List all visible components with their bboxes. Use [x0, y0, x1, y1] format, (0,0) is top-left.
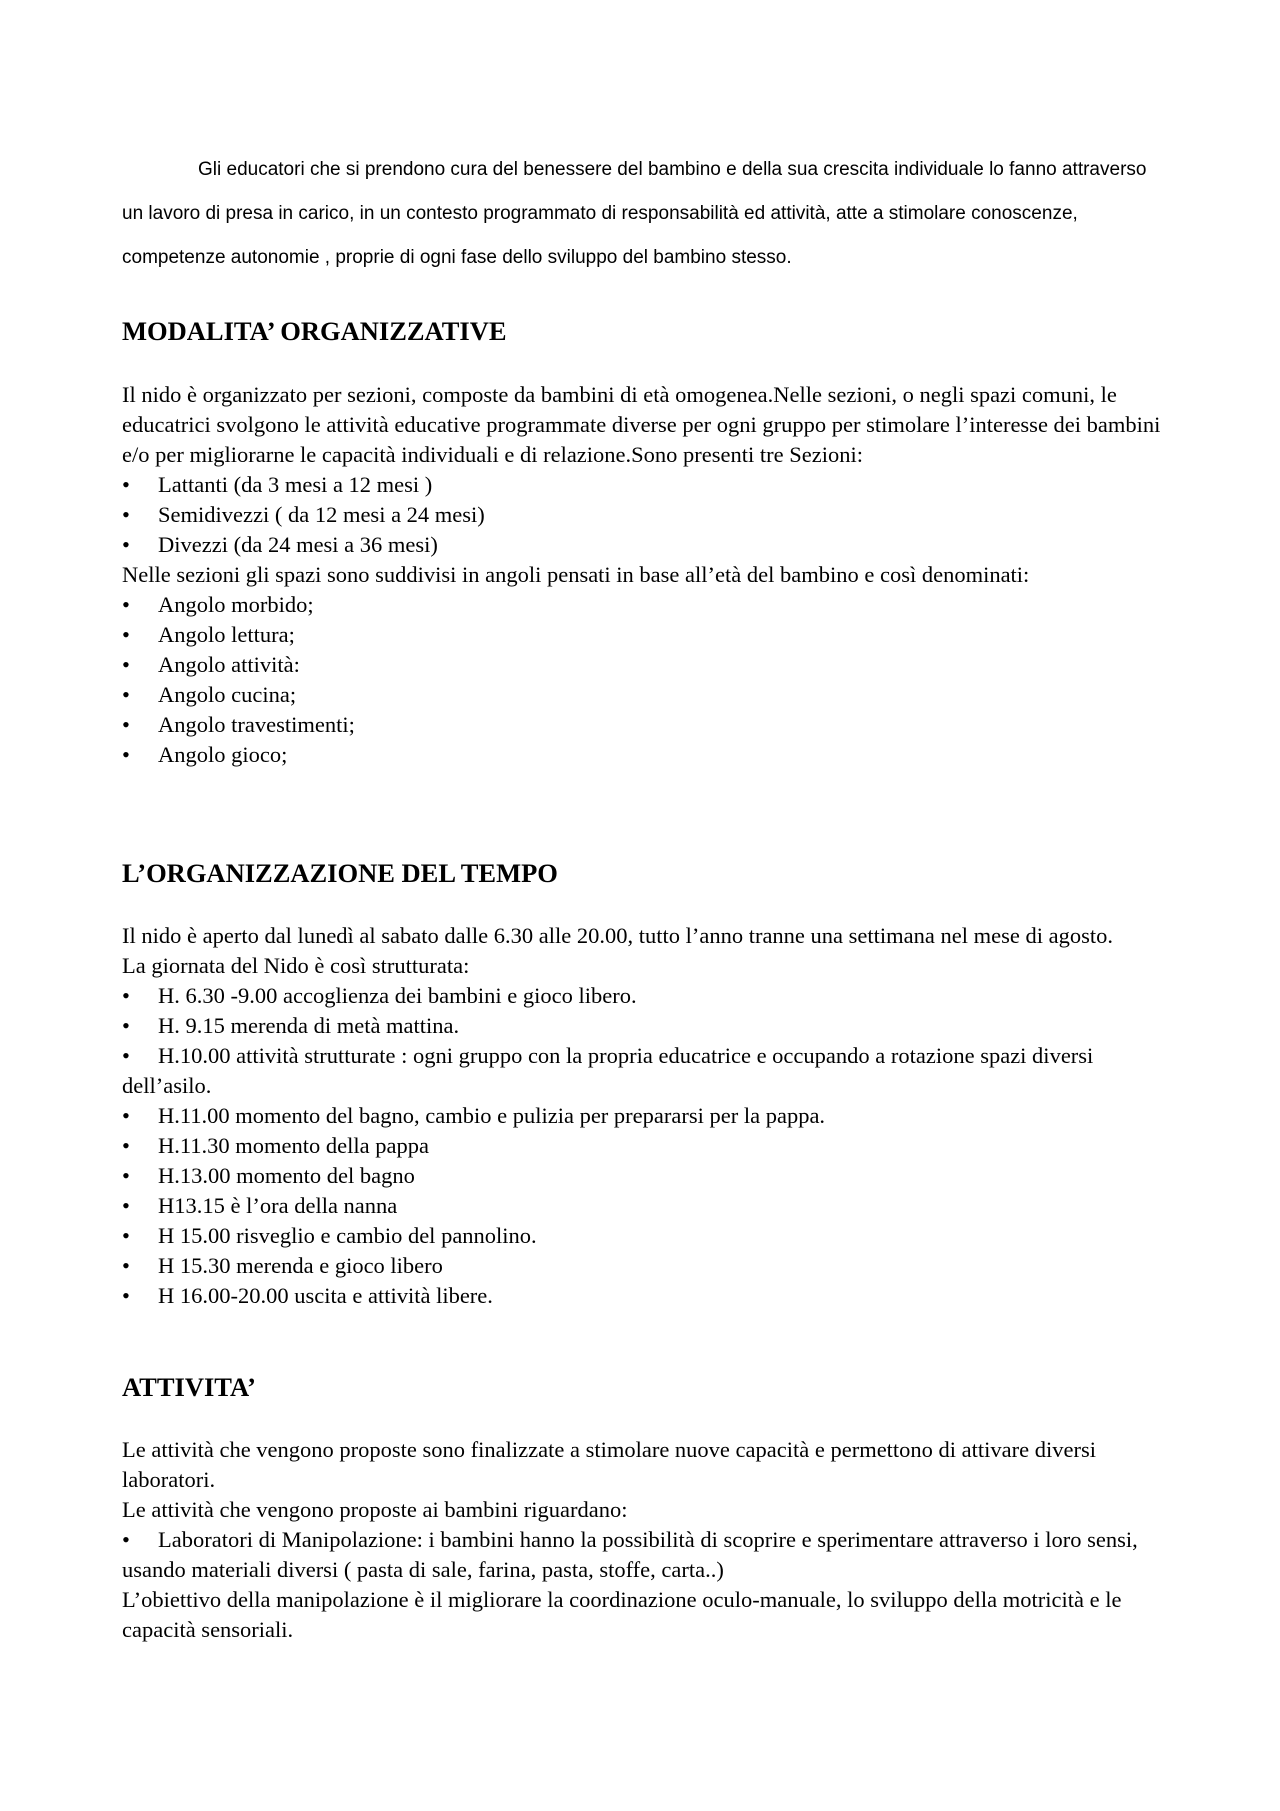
list-item: • Laboratori di Manipolazione: i bambini hanno la possibilità di scoprire e sperimentare attraverso i loro sensi, usando materiali diversi ( pasta di sale, farina, pasta, stoffe, carta..) [122, 1527, 1138, 1582]
heading-modalita-organizzative: MODALITA’ ORGANIZZATIVE [122, 316, 507, 346]
list-item: • H13.15 è l’ora della nanna [122, 1191, 1172, 1221]
obiettivo-paragraph: L’obiettivo della manipolazione è il migliorare la coordinazione oculo-manuale, lo sviluppo della motricità e le capacità sensoriali. [122, 1587, 1122, 1642]
list-item: • H 16.00-20.00 uscita e attività libere. [122, 1281, 1172, 1311]
list-item: • H 15.30 merenda e gioco libero [122, 1251, 1172, 1281]
list-item: • Angolo morbido; [122, 590, 1172, 620]
list-item: • H. 9.15 merenda di metà mattina. [122, 1011, 1172, 1041]
list-item: • Angolo attività: [122, 650, 1172, 680]
bullet-glyph: • [122, 1043, 130, 1068]
list-item: • Lattanti (da 3 mesi a 12 mesi ) [122, 470, 1172, 500]
list-item: • Angolo cucina; [122, 680, 1172, 710]
list-item: • H 15.00 risveglio e cambio del pannolino. [122, 1221, 1172, 1251]
corners-list [122, 590, 1172, 770]
list-item: • H.13.00 momento del bagno [122, 1161, 1172, 1191]
modalita-paragraph: Il nido è organizzato per sezioni, composte da bambini di età omogenea.Nelle sezioni, o negli spazi comuni, le educatrici svolgono le attività educative programmate diverse per ogni gruppo per stimolare l’interesse dei bambini e/o per migliorarne le capacità individuali e di relazione.Sono presenti tre Sezioni: [122, 382, 1161, 467]
section-tempo-body [122, 921, 1172, 1311]
section-modalita-body [122, 380, 1172, 770]
list-item: • H. 6.30 -9.00 accoglienza dei bambini e gioco libero. [122, 981, 1172, 1011]
giornata-paragraph: La giornata del Nido è così strutturata: [122, 953, 470, 978]
intro-block [122, 148, 1162, 280]
schedule-list [122, 981, 1172, 1311]
heading-organizzazione-tempo: L’ORGANIZZAZIONE DEL TEMPO [122, 858, 558, 888]
corners-intro-paragraph: Nelle sezioni gli spazi sono suddivisi in angoli pensati in base all’età del bambino e così denominati: [122, 562, 1030, 587]
list-item: • Semidivezzi ( da 12 mesi a 24 mesi) [122, 500, 1172, 530]
list-item: • Angolo gioco; [122, 740, 1172, 770]
list-item: • Angolo lettura; [122, 620, 1172, 650]
list-item: • H.11.00 momento del bagno, cambio e pulizia per prepararsi per la pappa. [122, 1101, 1172, 1131]
list-item: • H.11.30 momento della pappa [122, 1131, 1172, 1161]
bullet-glyph: • [122, 1527, 130, 1552]
list-item: • H.10.00 attività strutturate : ogni gruppo con la propria educatrice e occupando a rotazione spazi diversi dell’asilo. [122, 1043, 1094, 1098]
intro-paragraph: Gli educatori che si prendono cura del benessere del bambino e della sua crescita individuale lo fanno attraverso un lavoro di presa in carico, in un contesto programmato di responsabilità ed attività, atte a stimolare conoscenze, competenze autonomie , proprie di ogni fase dello sviluppo del bambino stesso. [122, 159, 1147, 268]
section-attivita-body [122, 1435, 1172, 1645]
sections-list [122, 470, 1172, 560]
labs-list [122, 1525, 1172, 1585]
attivita-paragraph: Le attività che vengono proposte sono finalizzate a stimolare nuove capacità e permettono di attivare diversi laboratori. [122, 1437, 1097, 1492]
tempo-paragraph: Il nido è aperto dal lunedì al sabato dalle 6.30 alle 20.00, tutto l’anno tranne una settimana nel mese di agosto. [122, 923, 1113, 948]
attivita-intro-paragraph: Le attività che vengono proposte ai bambini riguardano: [122, 1497, 628, 1522]
heading-attivita: ATTIVITA’ [122, 1372, 256, 1402]
list-item: • Angolo travestimenti; [122, 710, 1172, 740]
list-item: • Divezzi (da 24 mesi a 36 mesi) [122, 530, 1172, 560]
